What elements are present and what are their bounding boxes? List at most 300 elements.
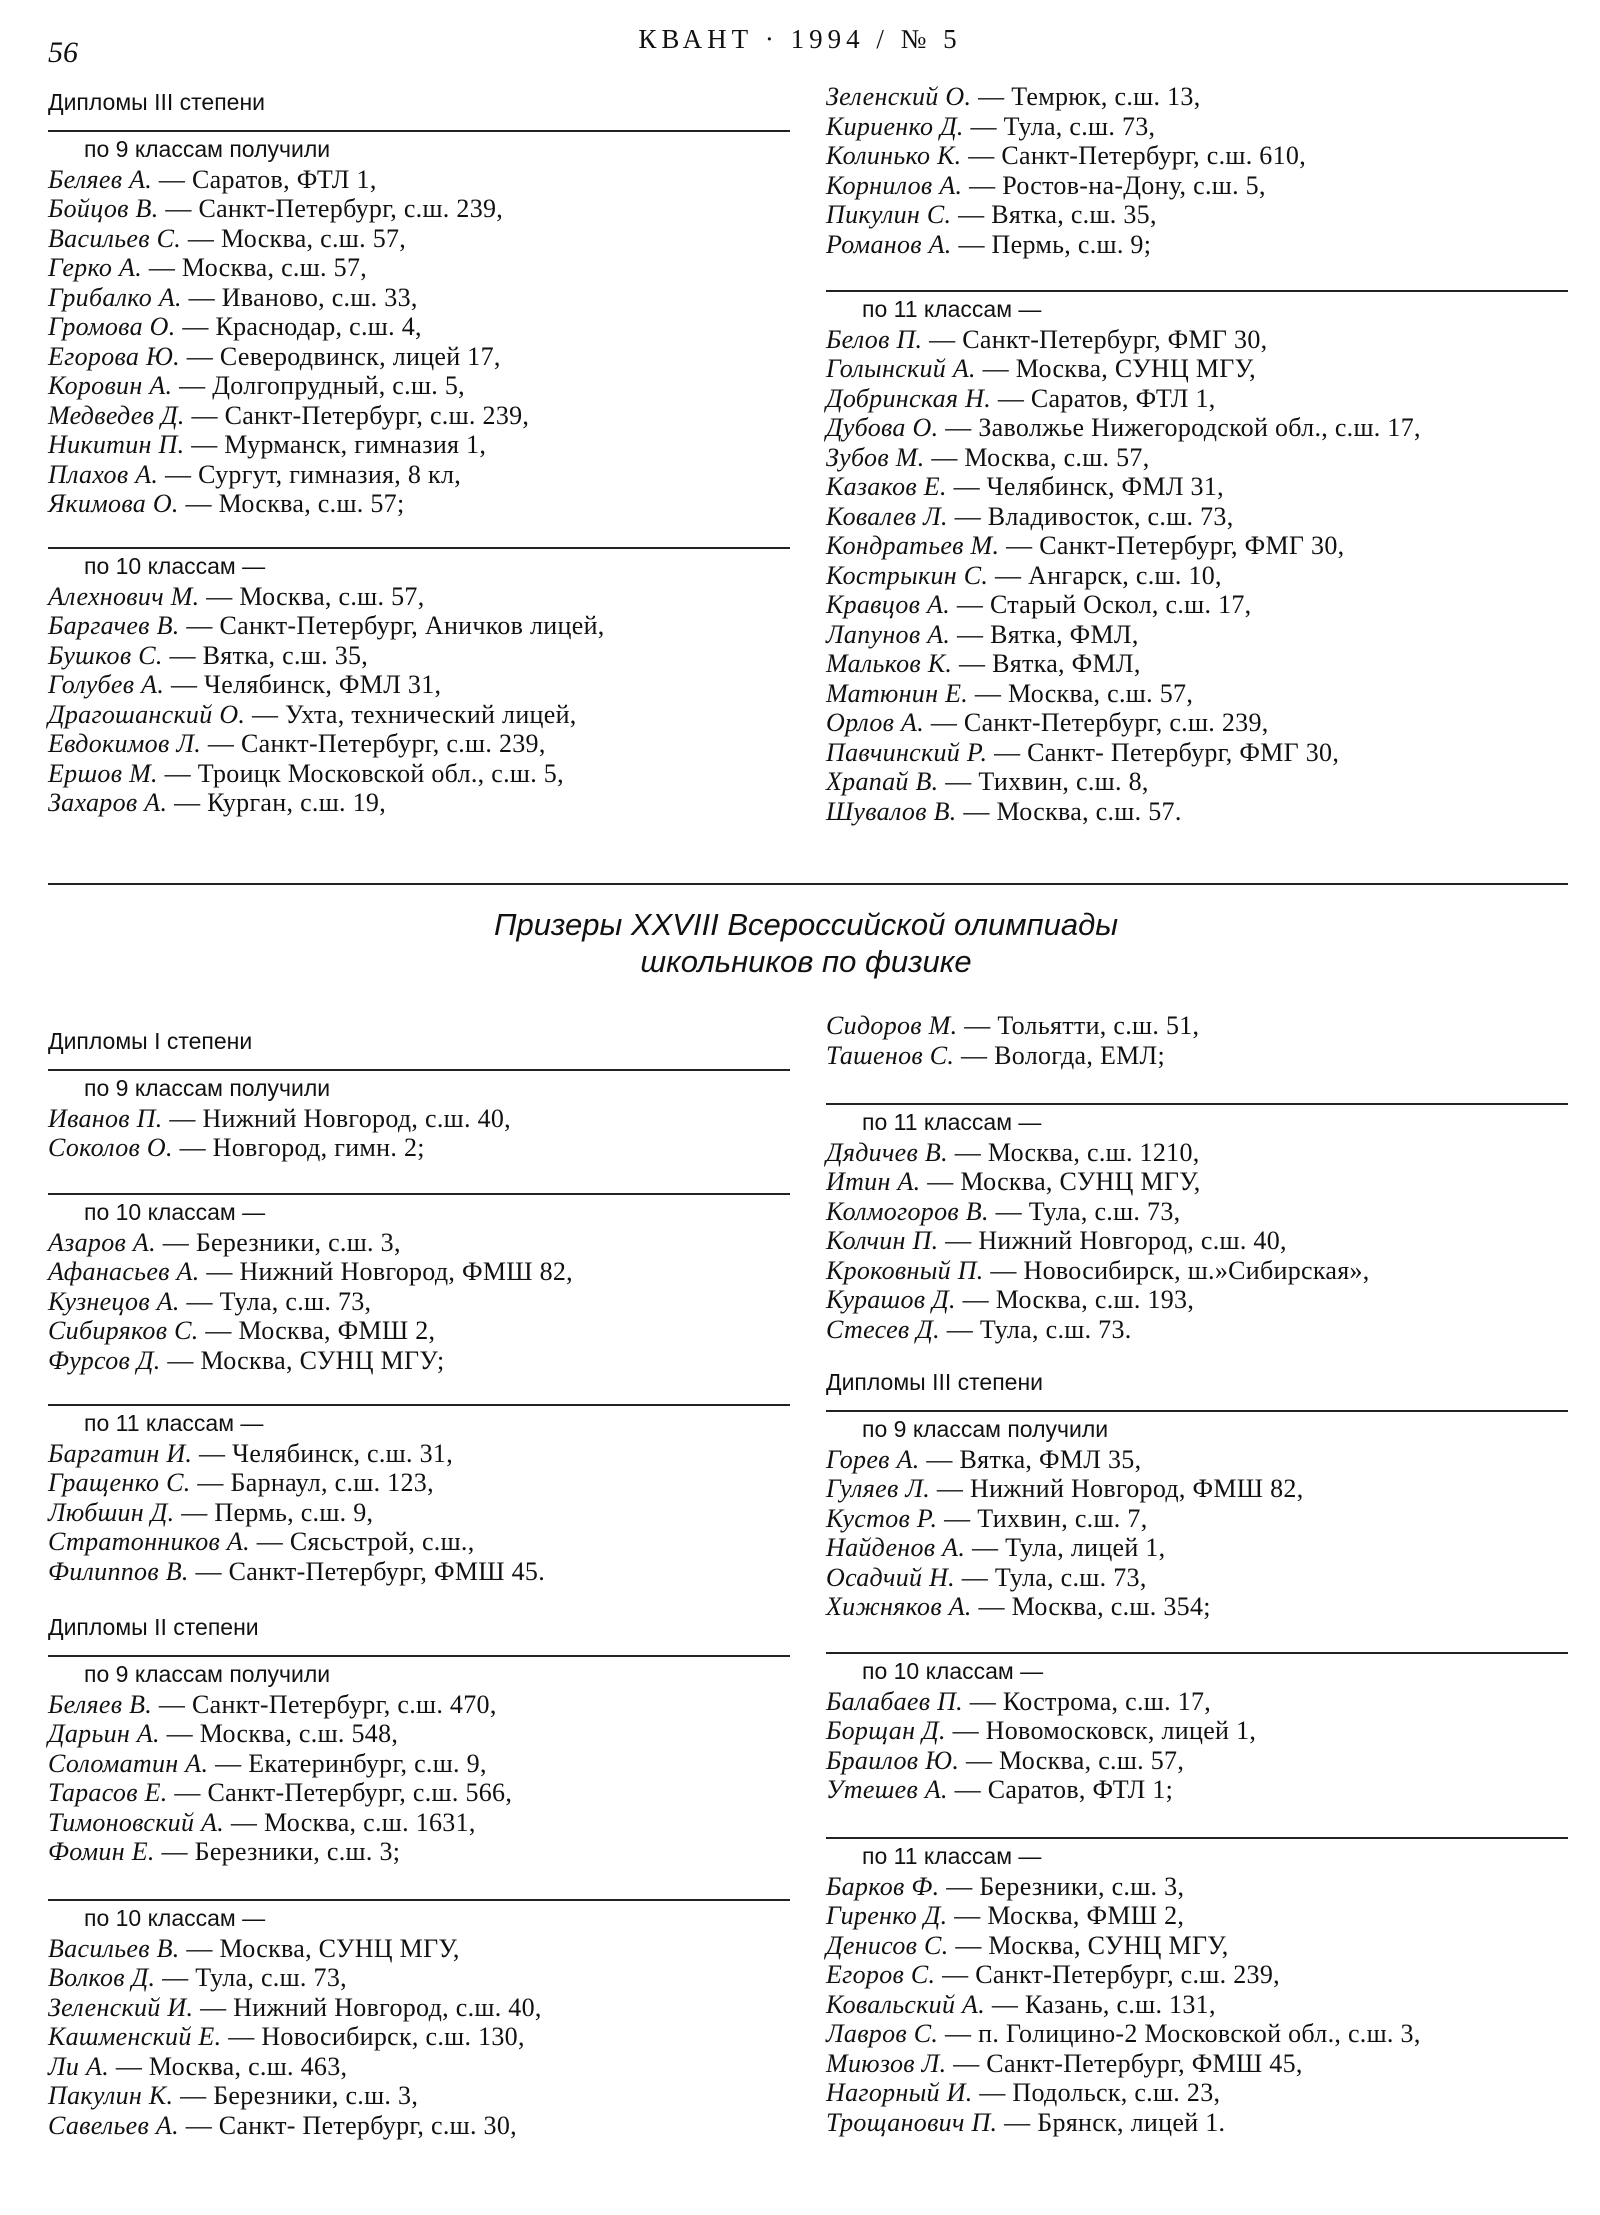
winner-school: — Нижний Новгород, ФМШ 82,: [936, 1474, 1304, 1503]
winner-name: Никитин П.: [48, 430, 185, 459]
winner-school: — Москва, с.ш. 193,: [962, 1285, 1195, 1314]
section-divider: [48, 883, 1568, 885]
diploma-heading: Дипломы II степени: [48, 1614, 259, 1640]
list-item: [48, 700, 790, 730]
list-item: [48, 1257, 790, 1287]
winner-name: Тимоновский А.: [48, 1807, 225, 1837]
class-subheading: по 10 классам —: [84, 553, 266, 579]
winner-school: — Санкт-Петербург, ФМГ 30,: [929, 324, 1268, 354]
list-group: [826, 1369, 1568, 1622]
list-item: [48, 641, 790, 671]
winner-school: — Санкт- Петербург, ФМГ 30,: [994, 737, 1340, 767]
winner-school: — Москва, с.ш. 57,: [187, 223, 407, 253]
winner-name: Гиренко Д.: [826, 1901, 948, 1930]
list-item: [826, 1931, 1568, 1961]
winner-school: — Тула, лицей 1,: [971, 1533, 1166, 1562]
list-item: [826, 112, 1568, 142]
winner-school: — Новомосковск, лицей 1,: [952, 1716, 1257, 1745]
winner-name: Утешев А.: [826, 1775, 948, 1804]
winner-name: Драгошанский О.: [48, 699, 246, 729]
list-item: [48, 371, 790, 401]
winner-school: — Санкт-Петербург, с.ш. 566,: [174, 1778, 513, 1807]
list-group: [48, 1899, 790, 2140]
winner-name: Ли А.: [48, 2051, 109, 2081]
list-item: [48, 1690, 790, 1720]
class-subheading: по 11 классам —: [84, 1410, 264, 1436]
list-item: [826, 1872, 1568, 1902]
list-item: [826, 2108, 1568, 2138]
winner-name: Дарьин А.: [48, 1719, 160, 1748]
list-item: [48, 1778, 790, 1808]
winner-name: Баргатин И.: [48, 1438, 193, 1468]
winner-school: — Вятка, ФМЛ 35,: [926, 1444, 1142, 1474]
winner-name: Плахов А.: [48, 459, 159, 489]
winner-name: Медведев Д.: [48, 400, 185, 430]
winner-school: — Троицк Московской обл., с.ш. 5,: [164, 758, 564, 788]
winner-name: Егорова Ю.: [48, 341, 180, 371]
winner-name: Беляев А.: [48, 164, 153, 194]
winner-school: — Санкт-Петербург, с.ш. 610,: [968, 141, 1307, 170]
list-item: [826, 1226, 1568, 1256]
winner-school: — Санкт-Петербург, с.ш. 239,: [942, 1960, 1280, 1989]
list-group: [826, 1837, 1568, 2137]
list-item: [826, 767, 1568, 797]
winner-name: Иванов П.: [48, 1103, 163, 1133]
winner-school: — Нижний Новгород, с.ш. 40,: [200, 1992, 542, 2022]
winner-school: — Тула, с.ш. 73,: [995, 1196, 1181, 1226]
list-item: [826, 1041, 1568, 1071]
winner-school: — Сургут, гимназия, 8 кл,: [165, 459, 462, 489]
list-group: [826, 1652, 1568, 1805]
list-group: [48, 1614, 790, 1867]
list-item: [48, 460, 790, 490]
group-rule: [48, 547, 790, 549]
list-item: [826, 1960, 1568, 1990]
winner-name: Балабаев П.: [826, 1686, 963, 1716]
winner-school: — Москва, с.ш. 1210,: [954, 1137, 1200, 1167]
class-subheading: по 9 классам получили: [84, 1661, 331, 1687]
winner-school: — Старый Оскол, с.ш. 17,: [956, 590, 1252, 619]
winner-school: — Тула, с.ш. 73,: [162, 1963, 347, 1992]
list-item: [48, 1439, 790, 1469]
winner-school: — Северодвинск, лицей 17,: [186, 341, 501, 371]
winner-school: — Вятка, ФМЛ,: [957, 619, 1139, 649]
winner-school: — Санкт-Петербург, с.ш. 239,: [930, 708, 1269, 737]
group-rule: [48, 1655, 790, 1657]
list-item: [48, 2111, 790, 2141]
winner-name: Осадчий Н.: [826, 1562, 955, 1592]
winner-school: — Тула, с.ш. 73,: [970, 111, 1156, 141]
winner-name: Горев А.: [826, 1444, 920, 1474]
winner-name: Соколов О.: [48, 1133, 173, 1162]
winner-name: Ташенов С.: [826, 1040, 955, 1070]
winner-school: — Нижний Новгород, ФМШ 82,: [206, 1257, 573, 1286]
winner-school: — Новосибирск, с.ш. 130,: [228, 2022, 525, 2051]
list-item: [48, 312, 790, 342]
list-item: [826, 1315, 1568, 1345]
winner-school: — Тула, с.ш. 73,: [186, 1286, 372, 1316]
winner-name: Фурсов Д.: [48, 1345, 161, 1375]
diploma-heading: Дипломы I степени: [48, 1028, 253, 1054]
list-item: [826, 141, 1568, 171]
list-group: [826, 1011, 1568, 1070]
winner-name: Орлов А.: [826, 708, 925, 737]
list-item: [48, 611, 790, 641]
winner-school: — Москва, СУНЦ МГУ,: [955, 1930, 1229, 1960]
list-item: [48, 788, 790, 818]
winner-name: Итин А.: [826, 1167, 921, 1196]
winner-name: Тарасов Е.: [48, 1778, 168, 1807]
winner-school: — Березники, с.ш. 3,: [162, 1227, 401, 1257]
list-item: [826, 2078, 1568, 2108]
winner-name: Колмогоров В.: [826, 1196, 989, 1226]
winner-name: Кашменский Е.: [48, 2022, 222, 2051]
group-rule: [48, 130, 790, 132]
winner-name: Корнилов А.: [826, 170, 963, 200]
winner-name: Колчин П.: [826, 1226, 939, 1255]
winner-school: — Москва, с.ш. 463,: [115, 2051, 348, 2081]
list-item: [48, 342, 790, 372]
winner-name: Шувалов В.: [826, 796, 957, 826]
list-item: [826, 384, 1568, 414]
winner-name: Миюзов Л.: [826, 2048, 947, 2078]
winner-school: — Вологда, ЕМЛ;: [961, 1040, 1165, 1070]
group-rule: [826, 1837, 1568, 1839]
winner-name: Волков Д.: [48, 1963, 156, 1992]
list-item: [826, 230, 1568, 260]
list-item: [48, 1316, 790, 1346]
winner-name: Савельев А.: [48, 2110, 179, 2140]
winner-name: Герко А.: [48, 253, 143, 282]
list-item: [826, 1504, 1568, 1534]
winner-name: Кондратьев М.: [826, 531, 1000, 560]
list-item: [48, 489, 790, 519]
list-item: [826, 472, 1568, 502]
group-rule: [826, 1652, 1568, 1654]
winner-name: Храпай В.: [826, 767, 939, 796]
list-item: [826, 1746, 1568, 1776]
winner-school: — Екатеринбург, с.ш. 9,: [215, 1748, 487, 1778]
winner-school: — Москва, с.ш. 354;: [978, 1592, 1211, 1621]
list-item: [826, 1901, 1568, 1931]
winner-name: Голынский А.: [826, 354, 976, 383]
winner-name: Пикулин С.: [826, 200, 952, 229]
winner-name: Егоров С.: [826, 1960, 936, 1989]
list-item: [826, 1011, 1568, 1041]
winner-school: — Ростов-на-Дону, с.ш. 5,: [969, 170, 1266, 200]
list-item: [48, 2052, 790, 2082]
winner-school: — Иваново, с.ш. 33,: [188, 282, 418, 312]
list-item: [826, 1533, 1568, 1563]
running-title: КВАНТ · 1994 / № 5: [638, 24, 962, 54]
list-item: [826, 325, 1568, 355]
list-item: [48, 1133, 790, 1163]
winner-school: — Темрюк, с.ш. 13,: [978, 82, 1201, 111]
winner-name: Стратонников А.: [48, 1527, 250, 1556]
winner-school: — Москва, с.ш. 57,: [974, 678, 1194, 708]
list-item: [48, 1498, 790, 1528]
winner-name: Дубова О.: [826, 413, 939, 442]
winner-school: — Москва, СУНЦ МГУ,: [186, 1933, 460, 1963]
winner-school: — Саратов, ФТЛ 1,: [158, 164, 377, 194]
list-item: [826, 561, 1568, 591]
winner-name: Белов П.: [826, 324, 923, 354]
winner-school: — Москва, с.ш. 57,: [148, 253, 368, 282]
winner-name: Найденов А.: [826, 1533, 966, 1562]
winner-name: Филиппов В.: [48, 1556, 189, 1586]
list-item: [826, 620, 1568, 650]
winner-name: Колинько К.: [826, 141, 962, 170]
list-group: [48, 1404, 790, 1586]
winner-school: — Санкт-Петербург, с.ш. 470,: [158, 1689, 497, 1719]
list-item: [48, 194, 790, 224]
winner-name: Гуляев Л.: [826, 1474, 931, 1503]
winner-school: — Москва, ФМШ 2,: [954, 1901, 1185, 1930]
winner-name: Голубев А.: [48, 670, 165, 699]
winner-name: Баргачев В.: [48, 611, 180, 640]
winner-name: Беляев В.: [48, 1689, 153, 1719]
list-item: [826, 531, 1568, 561]
list-item: [48, 1808, 790, 1838]
winner-school: — Долгопрудный, с.ш. 5,: [179, 371, 465, 400]
winner-school: — Березники, с.ш. 3,: [180, 2081, 419, 2110]
winner-school: — Брянск, лицей 1.: [1004, 2107, 1226, 2137]
winner-name: Зеленский И.: [48, 1992, 194, 2022]
winner-school: — Москва, с.ш. 57,: [206, 581, 425, 611]
winner-school: — Вятка, с.ш. 35,: [169, 640, 369, 670]
list-item: [48, 2081, 790, 2111]
list-item: [826, 1256, 1568, 1286]
winner-school: — Барнаул, с.ш. 123,: [197, 1468, 434, 1497]
winner-school: — Москва, с.ш. 57,: [965, 1745, 1185, 1775]
list-item: [826, 171, 1568, 201]
winner-name: Стесев Д.: [826, 1314, 940, 1344]
winner-school: — Вятка, ФМЛ,: [959, 649, 1141, 678]
list-item: [48, 1993, 790, 2023]
list-item: [48, 1287, 790, 1317]
winner-name: Браилов Ю.: [826, 1745, 960, 1775]
list-item: [48, 283, 790, 313]
list-item: [826, 1138, 1568, 1168]
winner-name: Пакулин К.: [48, 2081, 174, 2110]
winner-name: Бушков С.: [48, 640, 163, 670]
list-item: [826, 1445, 1568, 1475]
winner-school: — Тула, с.ш. 73.: [946, 1314, 1132, 1344]
list-item: [48, 401, 790, 431]
winner-name: Кириенко Д.: [826, 111, 964, 141]
list-item: [826, 1167, 1568, 1197]
winner-name: Романов А.: [826, 229, 952, 259]
winner-name: Евдокимов Л.: [48, 729, 202, 758]
winner-school: — Новосибирск, ш.»Сибирская»,: [990, 1255, 1370, 1285]
list-item: [48, 1527, 790, 1557]
winner-school: — Мурманск, гимназия 1,: [191, 430, 487, 459]
list-item: [826, 1687, 1568, 1717]
winner-name: Сидоров М.: [826, 1011, 958, 1040]
winner-name: Алехнович М.: [48, 581, 200, 611]
winner-name: Якимова О.: [48, 489, 179, 518]
winner-name: Бойцов В.: [48, 194, 159, 223]
class-subheading: по 11 классам —: [862, 1843, 1042, 1869]
winner-school: — Санкт-Петербург, с.ш. 239,: [165, 194, 504, 223]
winner-name: Павчинский Р.: [826, 737, 988, 767]
list-item: [826, 502, 1568, 532]
winner-school: — Тула, с.ш. 73,: [961, 1562, 1147, 1592]
section-title: [0, 906, 1600, 980]
list-group: [48, 1193, 790, 1375]
list-item: [48, 1837, 790, 1867]
list-item: [826, 1775, 1568, 1805]
winner-name: Кроковный П.: [826, 1255, 984, 1285]
winner-name: Васильев В.: [48, 1933, 180, 1963]
list-item: [48, 253, 790, 283]
winner-school: — Санкт-Петербург, ФМГ 30,: [1006, 531, 1345, 560]
winner-school: — Челябинск, ФМЛ 31,: [953, 472, 1224, 501]
list-item: [48, 1557, 790, 1587]
winner-name: Азаров А.: [48, 1227, 156, 1257]
group-rule: [826, 1410, 1568, 1412]
list-item: [826, 2049, 1568, 2079]
winner-name: Фомин Е.: [48, 1837, 155, 1866]
winner-name: Добринская Н.: [826, 383, 991, 413]
section-title-line: Призеры XXVIII Всероссийской олимпиады: [493, 907, 1119, 942]
winner-name: Борщан Д.: [826, 1716, 946, 1745]
winner-school: — Сясьстрой, с.ш.,: [256, 1527, 475, 1556]
winner-name: Васильев С.: [48, 223, 182, 253]
winner-school: — Заволжье Нижегородской обл., с.ш. 17,: [945, 413, 1421, 442]
list-group: [826, 82, 1568, 259]
list-item: [826, 413, 1568, 443]
winner-school: — Москва, с.ш. 1631,: [230, 1807, 476, 1837]
list-item: [48, 1749, 790, 1779]
group-rule: [48, 1899, 790, 1901]
list-item: [826, 1474, 1568, 1504]
list-group: [48, 1028, 790, 1163]
winner-school: — Санкт- Петербург, с.ш. 30,: [185, 2110, 517, 2140]
winner-name: Курашов Д.: [826, 1285, 956, 1314]
diploma-heading: Дипломы III степени: [48, 89, 266, 115]
list-item: [48, 430, 790, 460]
group-rule: [826, 1103, 1568, 1105]
winner-school: — Челябинск, с.ш. 31,: [199, 1438, 454, 1468]
winner-school: — Владивосток, с.ш. 73,: [954, 501, 1234, 531]
winner-name: Афанасьев А.: [48, 1257, 200, 1286]
winner-school: — Санкт-Петербург, Аничков лицей,: [186, 611, 605, 640]
list-item: [48, 729, 790, 759]
winner-name: Барков Ф.: [826, 1871, 940, 1901]
list-item: [48, 1934, 790, 1964]
list-item: [48, 1104, 790, 1134]
class-subheading: по 10 классам —: [84, 1905, 266, 1931]
winner-name: Соломатин А.: [48, 1748, 209, 1778]
winner-name: Кустов Р.: [826, 1503, 938, 1533]
list-item: [826, 443, 1568, 473]
winner-name: Ковалев Л.: [826, 501, 948, 531]
diploma-heading: Дипломы III степени: [826, 1369, 1044, 1395]
list-item: [826, 738, 1568, 768]
winner-school: — Вятка, с.ш. 35,: [958, 200, 1157, 229]
winner-name: Ершов М.: [48, 758, 158, 788]
list-item: [48, 165, 790, 195]
winner-name: Лавров С.: [826, 2019, 939, 2048]
winner-school: — Казань, с.ш. 131,: [991, 1989, 1216, 2019]
group-rule: [48, 1069, 790, 1071]
winner-name: Матюнин Е.: [826, 678, 969, 708]
list-item: [48, 1963, 790, 1993]
winner-name: Мальков К.: [826, 649, 953, 678]
winner-name: Коровин А.: [48, 371, 173, 400]
winner-school: — Ухта, технический лицей,: [252, 699, 577, 729]
list-item: [826, 1592, 1568, 1622]
winner-name: Трощанович П.: [826, 2107, 998, 2137]
list-item: [826, 590, 1568, 620]
winner-name: Нагорный И.: [826, 2078, 973, 2107]
winner-school: — Тихвин, с.ш. 8,: [945, 767, 1149, 796]
winner-school: — Челябинск, ФМЛ 31,: [170, 670, 442, 699]
winner-name: Ковальский А.: [826, 1989, 986, 2019]
winner-name: Любшин Д.: [48, 1497, 175, 1527]
winner-school: — Ангарск, с.ш. 10,: [995, 560, 1222, 590]
winner-school: — Подольск, с.ш. 23,: [979, 2078, 1221, 2107]
class-subheading: по 10 классам —: [862, 1658, 1044, 1684]
list-item: [826, 708, 1568, 738]
winner-school: — Санкт-Петербург, с.ш. 239,: [207, 729, 546, 758]
group-rule: [48, 1193, 790, 1195]
winner-school: — Москва, с.ш. 57.: [963, 796, 1182, 826]
winner-name: Хижняков А.: [826, 1592, 972, 1621]
winner-name: Гращенко С.: [48, 1468, 191, 1497]
winner-school: — Новгород, гимн. 2;: [179, 1133, 425, 1162]
winner-school: — Саратов, ФТЛ 1;: [954, 1775, 1174, 1804]
section-title-line: школьников по физике: [640, 944, 972, 979]
winner-school: — Санкт-Петербург, с.ш. 239,: [191, 400, 530, 430]
winner-school: — Москва, ФМШ 2,: [205, 1316, 436, 1345]
list-item: [48, 670, 790, 700]
winner-name: Грибалко А.: [48, 282, 182, 312]
list-item: [48, 1228, 790, 1258]
winner-school: — Москва, СУНЦ МГУ,: [982, 354, 1256, 383]
winner-school: — Москва, СУНЦ МГУ;: [167, 1345, 445, 1375]
winner-name: Зубов М.: [826, 442, 925, 472]
class-subheading: по 11 классам —: [862, 296, 1042, 322]
list-item: [826, 797, 1568, 827]
winner-name: Дядичев В.: [826, 1137, 948, 1167]
winner-school: — Тольятти, с.ш. 51,: [964, 1011, 1200, 1040]
winner-school: — Краснодар, с.ш. 4,: [182, 312, 422, 341]
class-subheading: по 9 классам получили: [862, 1416, 1109, 1442]
list-item: [826, 1285, 1568, 1315]
winner-name: Сибиряков С.: [48, 1316, 199, 1345]
winner-school: — Тихвин, с.ш. 7,: [944, 1503, 1148, 1533]
winner-name: Кравцов А.: [826, 590, 951, 619]
list-item: [826, 1563, 1568, 1593]
winner-school: — Москва, с.ш. 57;: [185, 489, 405, 518]
list-item: [826, 200, 1568, 230]
group-rule: [826, 290, 1568, 292]
list-item: [48, 1719, 790, 1749]
list-group: [48, 89, 790, 519]
winner-school: — Нижний Новгород, с.ш. 40,: [945, 1226, 1287, 1255]
page-number: 56: [48, 36, 78, 69]
winner-school: — Саратов, ФТЛ 1,: [997, 383, 1216, 413]
list-item: [826, 2019, 1568, 2049]
class-subheading: по 10 классам —: [84, 1199, 266, 1225]
list-item: [826, 1990, 1568, 2020]
winner-school: — Нижний Новгород, с.ш. 40,: [169, 1103, 511, 1133]
list-group: [48, 547, 790, 818]
winner-name: Кострыкин С.: [826, 560, 989, 590]
class-subheading: по 11 классам —: [862, 1109, 1042, 1135]
